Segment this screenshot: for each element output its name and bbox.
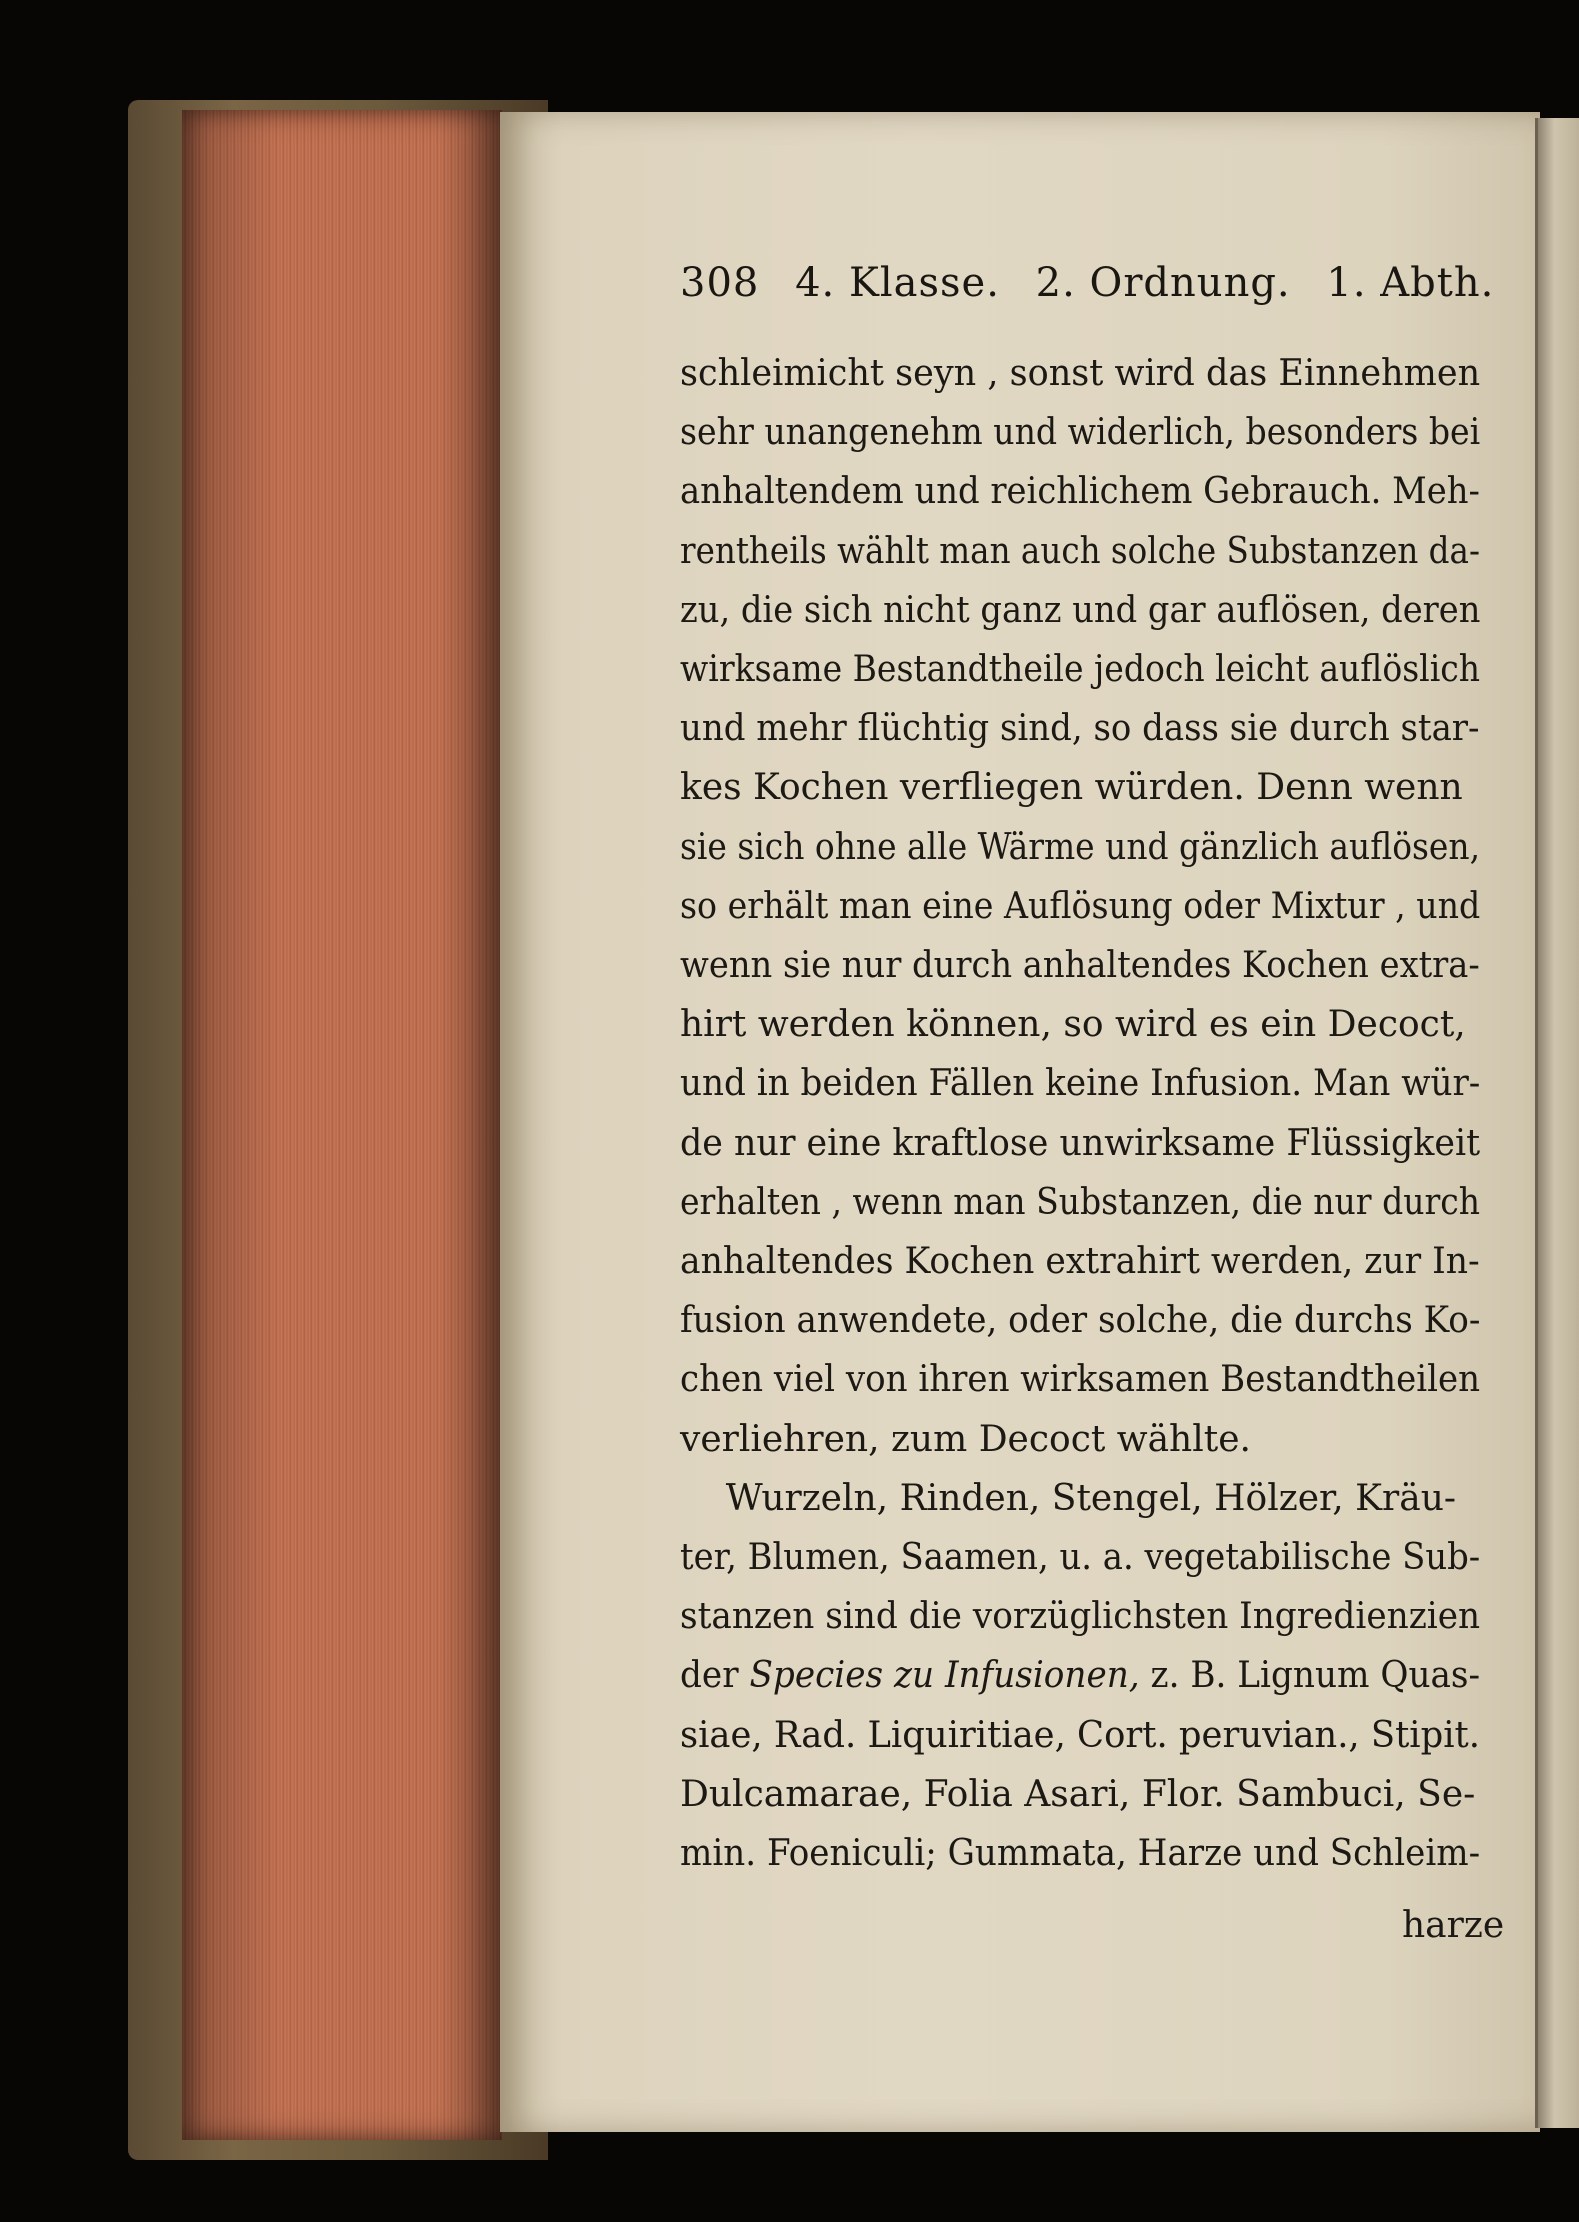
text-line: wenn sie nur durch anhaltendes Kochen extra- <box>680 945 1480 986</box>
text-plain: der <box>680 1655 750 1697</box>
text-line: wirksame Bestandtheile jedoch leicht auflöslich <box>680 649 1481 690</box>
text-line: Dulcamarae, Folia Asari, Flor. Sambuci, Se- <box>680 1773 1476 1815</box>
text-line <box>680 1655 1481 1697</box>
text-line: siae, Rad. Liquiritiae, Cort. peruvian., Stipit. <box>680 1714 1480 1756</box>
text-line: min. Foeniculi; Gummata, Harze und Schleim- <box>680 1833 1481 1874</box>
text-line: Wurzeln, Rinden, Stengel, Hölzer, Kräu- <box>680 1477 1457 1519</box>
text-line: anhaltendes Kochen extrahirt werden, zur In- <box>680 1241 1480 1282</box>
header-section: 1. Abth. <box>1326 260 1495 306</box>
facing-page-edge <box>1538 118 1579 2128</box>
text-line: schleimicht seyn , sonst wird das Einnehmen <box>680 353 1481 394</box>
text-line: erhalten , wenn man Substanzen, die nur durch <box>680 1181 1481 1223</box>
text-line: verliehren, zum Decoct wählte. <box>680 1418 1251 1460</box>
page-number: 308 <box>680 260 760 306</box>
text-line: kes Kochen verfliegen würden. Denn wenn <box>680 767 1463 809</box>
text-plain: z. B. Lignum Quas- <box>1139 1655 1481 1697</box>
text-line: fusion anwendete, oder solche, die durchs Ko- <box>680 1300 1481 1342</box>
text-line: so erhält man eine Auflösung oder Mixtur , und <box>680 885 1481 927</box>
text-line: und in beiden Fällen keine Infusion. Man wür- <box>680 1063 1481 1105</box>
text-line: chen viel von ihren wirksamen Bestandtheilen <box>680 1359 1481 1401</box>
text-line: sie sich ohne alle Wärme und gänzlich auflösen, <box>680 826 1481 868</box>
catchword: harze <box>1402 1905 1505 1946</box>
text-line: hirt werden können, so wird es ein Decoct, <box>680 1004 1466 1046</box>
text-line: ter, Blumen, Saamen, u. a. vegetabilische Sub- <box>680 1537 1481 1578</box>
text-italic-species: Species zu Infusionen, <box>749 1655 1140 1697</box>
text-line: zu, die sich nicht ganz und gar auflösen, deren <box>680 589 1481 631</box>
header-order: 2. Ordnung. <box>1035 260 1291 306</box>
header-class: 4. Klasse. <box>795 260 1000 306</box>
text-line: anhaltendem und reichlichem Gebrauch. Meh- <box>680 471 1480 513</box>
text-line: rentheils wählt man auch solche Substanzen da- <box>680 530 1480 572</box>
page-edges-shadow <box>182 110 502 2140</box>
text-line: sehr unangenehm und widerlich, besonders bei <box>680 412 1481 454</box>
running-header <box>680 260 1516 306</box>
text-line: stanzen sind die vorzüglichsten Ingredienzien <box>680 1596 1481 1638</box>
text-line: de nur eine kraftlose unwirksame Flüssigkeit <box>680 1122 1481 1164</box>
text-line: und mehr flüchtig sind, so dass sie durch star- <box>680 708 1480 750</box>
